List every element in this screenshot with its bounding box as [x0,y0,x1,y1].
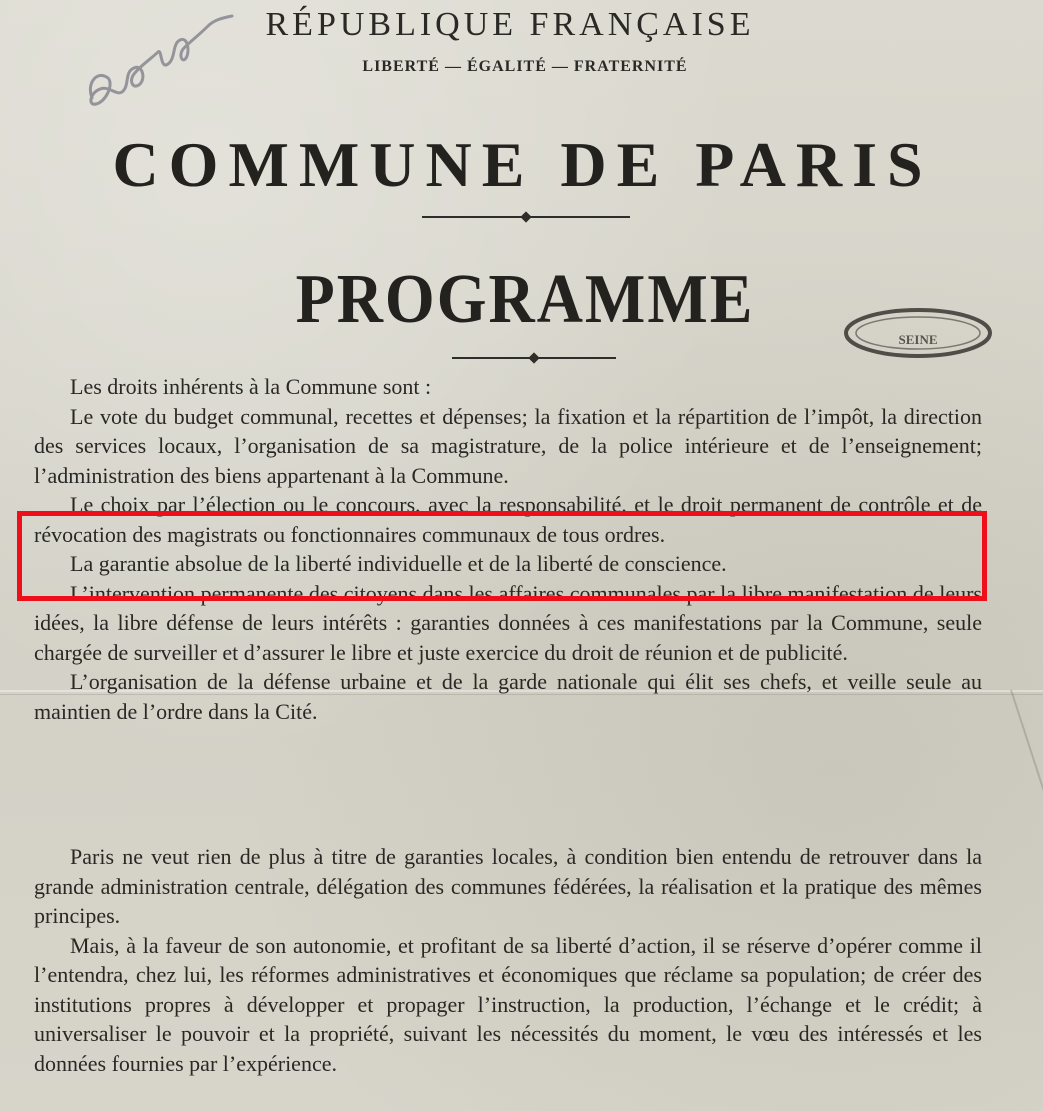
commune-title: COMMUNE DE PARIS [112,129,933,200]
paragraph-highlighted: Le choix par l’élection ou le concours, avec la responsabilité, et le droit permanent de contrôle et de révocation des magistrats ou fonctionnaires communaux de tous ordres. [34,492,982,547]
conclusion-section [34,842,982,1078]
paper-crease [1010,689,1043,823]
paragraph: Les droits inhérents à la Commune sont : [70,374,432,399]
ornament-dot [520,211,531,222]
republic-heading: RÉPUBLIQUE FRANÇAISE [265,6,755,43]
ink-stamp [842,306,994,360]
paragraph: L’organisation de la défense urbaine et de la garde nationale qui élit ses chefs, et veille seule au maintien de l’ordre dans la Cité. [34,669,982,724]
paragraph: Mais, à la faveur de son autonomie, et profitant de sa liberté d’action, il se réserve d’opérer comme il l’entendra, chez lui, les réformes administratives et économiques que réclame sa population; de créer des institutions propres à développer et propager l’instruction, la production, l’échange et le crédit; à universaliser le pouvoir et la propriété, suivant les nécessités du moment, le vœu des intéressés et les données fournies par l’expérience. [34,932,982,1076]
ornament-rule [452,357,616,359]
programme-title: PROGRAMME [295,259,755,338]
paragraph: Paris ne veut rien de plus à titre de garanties locales, à condition bien entendu de retrouver dans la grande administration centrale, délégation des communes fédérées, la réalisation et la pratique des mêmes principes. [34,844,982,928]
highlight-box [17,511,987,601]
motto-heading: LIBERTÉ — ÉGALITÉ — FRATERNITÉ [362,58,688,75]
ornament-rule [422,216,630,218]
paragraph: L’intervention permanente des citoyens dans les affaires communales par la libre manifestation de leurs idées, la libre défense de leurs intérêts : garanties données à ces manifestations par la Commune, seule chargée de surveiller et d’assurer le libre et juste exercice du droit de réunion et de publicité. [34,580,982,665]
paragraph: La garantie absolue de la liberté individuelle et de la liberté de conscience. [70,551,727,576]
paragraph: Le vote du budget communal, recettes et dépenses; la fixation et la répartition de l’impôt, la direction des services locaux, l’organisation de sa magistrature, de la police intérieure et de l’enseignement; l’administration des biens appartenant à la Commune. [34,403,982,488]
stamp-text: SEINE [898,332,938,347]
ornament-dot [528,352,539,363]
